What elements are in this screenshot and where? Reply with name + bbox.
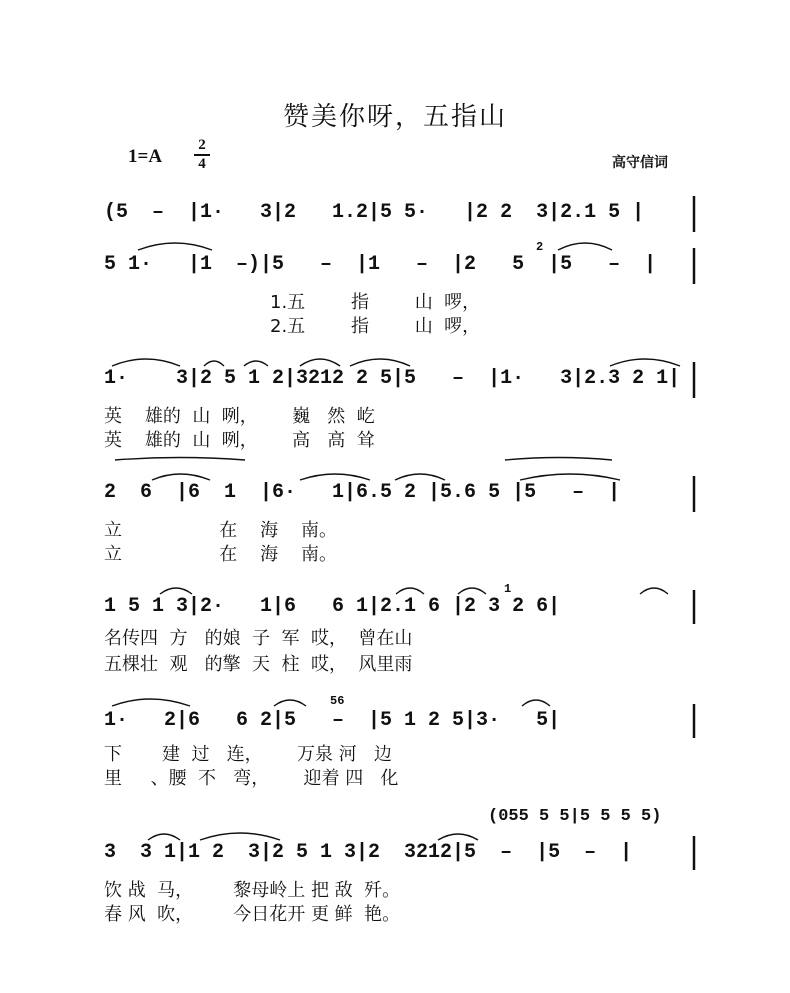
slur-mark — [505, 458, 612, 461]
grace-note-1: 2 — [536, 240, 544, 254]
lyric-line-2-verse-2: 英 雄的 山 咧， 高 高 耸 — [104, 430, 375, 451]
notation-row-6: 1· 2|6 6 2|5 – |5 1 2 5|3· 5| — [104, 709, 561, 732]
notation-row-5: 1 5 1 3|2· 1|6 6 1|2.1 6 |2 3 2 6| — [104, 595, 561, 618]
lyric-line-5-verse-1: 下 建 过 连， 万泉 河 边 — [104, 744, 392, 765]
key-signature: 1=A — [128, 146, 163, 167]
lyric-line-1-verse-2: 2.五 指 山 啰， — [270, 316, 481, 337]
meter-bottom: 4 — [198, 156, 206, 172]
notation-row-7: 3 3 1|1 2 3|2 5 1 3|2 3212|5 – |5 – | — [104, 841, 633, 864]
lyric-line-4-verse-1: 名传四 方 的娘 子 军 哎， 曾在山 — [104, 628, 413, 649]
grace-note-2: 1 — [504, 582, 512, 596]
lyric-line-6-verse-1: 饮 战 马， 黎母岭上 把 敌 歼。 — [104, 880, 401, 901]
notation-row-2: 5 1· |1 –)|5 – |1 – |2 5 |5 – | — [104, 253, 657, 276]
lyric-line-5-verse-2: 里 、腰 不 弯， 迎着 四 化 — [104, 768, 399, 789]
lyricist-credit: 高守信词 — [612, 155, 668, 171]
notation-row-interlude: (055 5 5|5 5 5 5) — [488, 807, 662, 826]
lyric-line-1-verse-1: 1.五 指 山 啰， — [270, 292, 481, 313]
meter-top: 2 — [198, 137, 206, 153]
lyric-line-6-verse-2: 春 风 吹， 今日花开 更 鲜 艳。 — [104, 904, 401, 925]
slur-mark — [115, 458, 245, 461]
lyric-line-2-verse-1: 英 雄的 山 咧， 巍 然 屹 — [104, 406, 375, 427]
time-signature — [194, 138, 210, 172]
notation-row-1: (5 – |1· 3|2 1.2|5 5· |2 2 3|2.1 5 | — [104, 201, 645, 224]
lyric-line-3-verse-1: 立 在 海 南。 — [104, 520, 338, 541]
song-title: 赞美你呀，五指山 — [282, 102, 507, 132]
lyric-line-3-verse-2: 立 在 海 南。 — [104, 544, 338, 565]
grace-note-3: 56 — [330, 694, 345, 708]
lyric-line-4-verse-2: 五棵壮 观 的擎 天 柱 哎， 风里雨 — [104, 654, 413, 675]
notation-row-3: 1· 3|2 5 1 2|3212 2 5|5 – |1· 3|2.3 2 1| — [104, 367, 681, 390]
notation-row-4: 2 6 |6 1 |6· 1|6.5 2 |5.6 5 |5 – | — [104, 481, 621, 504]
